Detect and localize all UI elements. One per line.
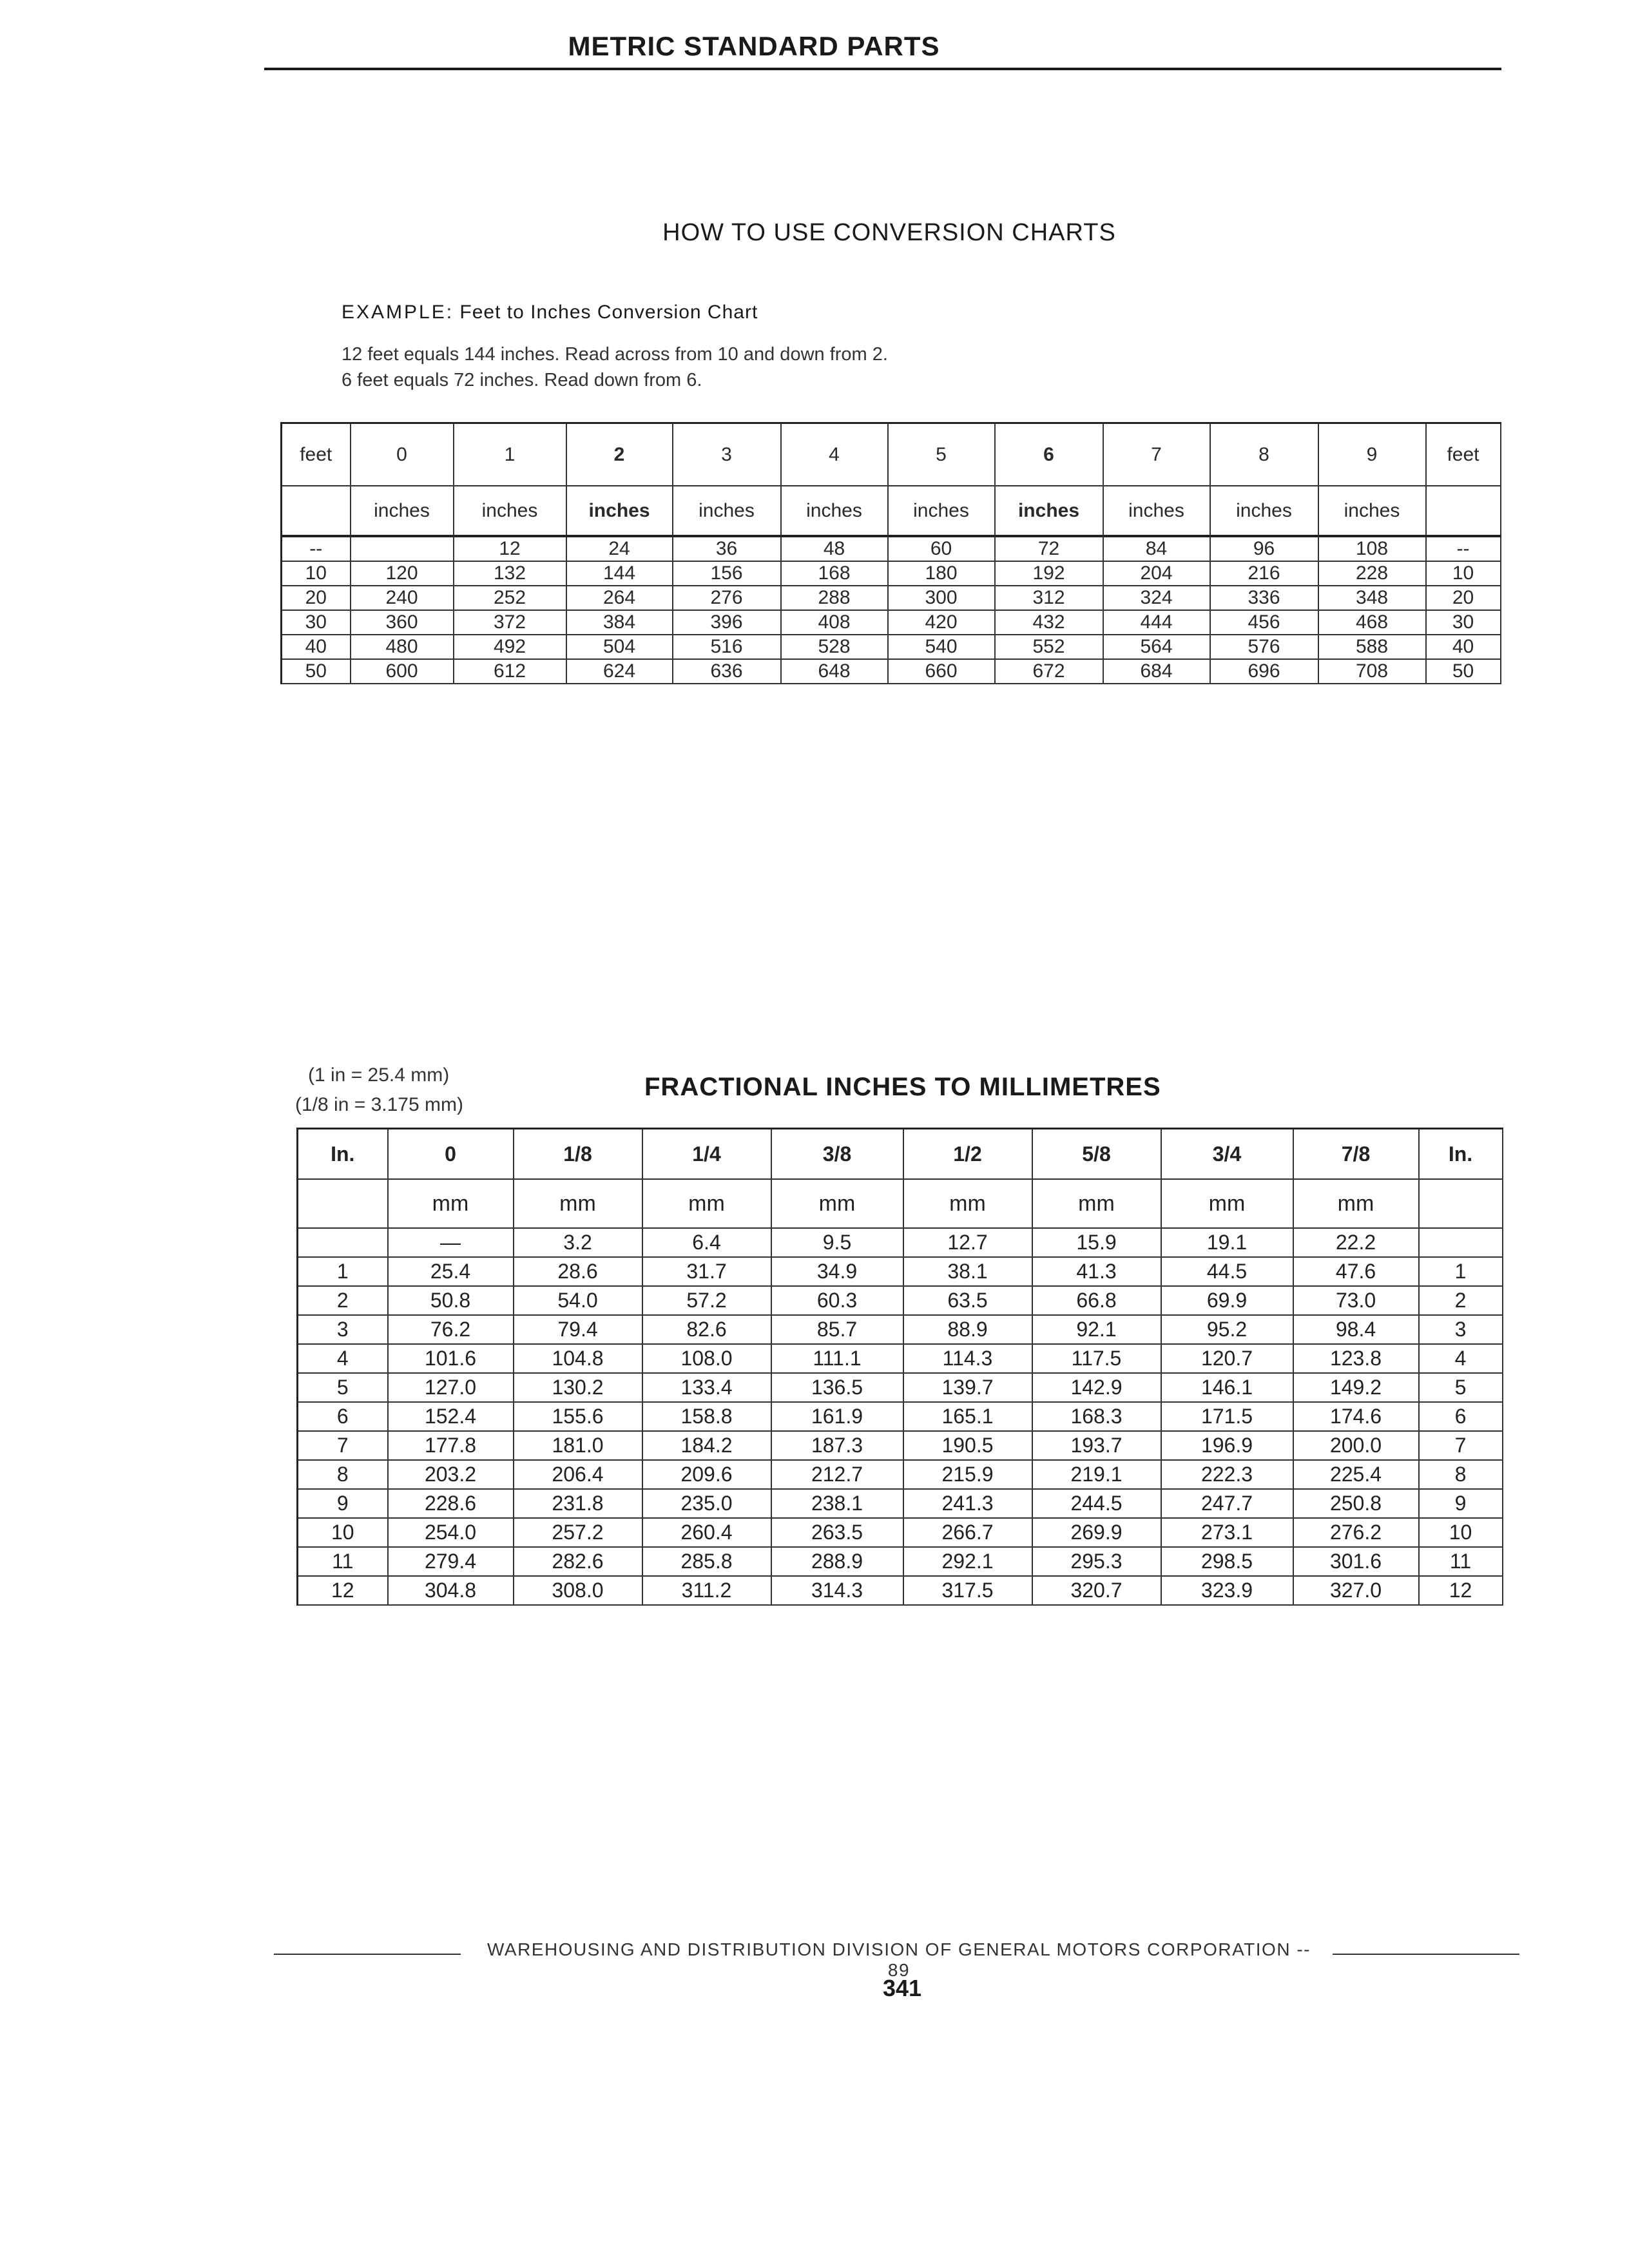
table-row (298, 1257, 1503, 1286)
table-cell: 0 (351, 423, 454, 486)
table-cell: 72 (995, 536, 1103, 561)
table-row (298, 1576, 1503, 1605)
table-cell: 288.9 (771, 1547, 903, 1576)
table-cell: 264 (566, 586, 673, 610)
table-cell: 66.8 (1032, 1286, 1161, 1315)
table-cell: 12 (1419, 1576, 1503, 1605)
table-cell: 2 (1419, 1286, 1503, 1315)
table-cell: 222.3 (1161, 1460, 1293, 1489)
table-cell: 2 (566, 423, 673, 486)
table-cell: 1/2 (903, 1129, 1032, 1180)
table-cell: 10 (1426, 561, 1501, 586)
table-cell: 136.5 (771, 1373, 903, 1402)
table-cell: 177.8 (388, 1431, 514, 1460)
table-cell: 215.9 (903, 1460, 1032, 1489)
table-cell: 11 (1419, 1547, 1503, 1576)
table-cell: 216 (1210, 561, 1318, 586)
table-cell: 15.9 (1032, 1228, 1161, 1257)
table-cell: 235.0 (642, 1489, 771, 1518)
table-cell: 420 (888, 610, 995, 635)
table-cell: 79.4 (514, 1315, 642, 1344)
table-cell: inches (888, 486, 995, 536)
table-row (282, 536, 1501, 561)
table-header-row (282, 423, 1501, 486)
table-cell: 41.3 (1032, 1257, 1161, 1286)
table-cell: 88.9 (903, 1315, 1032, 1344)
table-cell: 468 (1318, 610, 1426, 635)
table-cell: 7 (1419, 1431, 1503, 1460)
table-cell (282, 486, 351, 536)
table-cell: 12 (298, 1576, 388, 1605)
table-cell: 60.3 (771, 1286, 903, 1315)
table-cell: 252 (454, 586, 566, 610)
table-row (298, 1344, 1503, 1373)
table-cell: 266.7 (903, 1518, 1032, 1547)
conversion-note-inch: (1 in = 25.4 mm) (308, 1064, 450, 1086)
table-cell: 181.0 (514, 1431, 642, 1460)
table-cell: 247.7 (1161, 1489, 1293, 1518)
table-cell: 161.9 (771, 1402, 903, 1431)
table-cell: 165.1 (903, 1402, 1032, 1431)
table-row (298, 1373, 1503, 1402)
table-cell: 4 (1419, 1344, 1503, 1373)
table-cell: 7 (298, 1431, 388, 1460)
table-row (298, 1431, 1503, 1460)
table-cell: 3 (673, 423, 781, 486)
table-row (298, 1518, 1503, 1547)
table-cell: 1 (298, 1257, 388, 1286)
table-cell: 3.2 (514, 1228, 642, 1257)
table-cell: 1/8 (514, 1129, 642, 1180)
table-cell: 600 (351, 659, 454, 684)
table-cell: 155.6 (514, 1402, 642, 1431)
table-cell: 180 (888, 561, 995, 586)
table-cell: 54.0 (514, 1286, 642, 1315)
table-cell: 564 (1103, 635, 1210, 659)
table-cell: 192 (995, 561, 1103, 586)
table-cell: inches (673, 486, 781, 536)
table-cell: 11 (298, 1547, 388, 1576)
table-units-row (282, 486, 1501, 536)
table-cell (1419, 1179, 1503, 1228)
table-cell: mm (514, 1179, 642, 1228)
table-cell: mm (388, 1179, 514, 1228)
table-cell: 92.1 (1032, 1315, 1161, 1344)
table-cell: 260.4 (642, 1518, 771, 1547)
table-cell: 3 (1419, 1315, 1503, 1344)
table-cell: 314.3 (771, 1576, 903, 1605)
table-cell: 146.1 (1161, 1373, 1293, 1402)
table-cell: 3 (298, 1315, 388, 1344)
page-number: 341 (882, 1975, 922, 2001)
table-cell: 492 (454, 635, 566, 659)
table-cell: 336 (1210, 586, 1318, 610)
table-row (282, 659, 1501, 684)
table-cell: 254.0 (388, 1518, 514, 1547)
table-cell: 212.7 (771, 1460, 903, 1489)
table-cell (298, 1228, 388, 1257)
table-cell: 48 (781, 536, 888, 561)
table-cell: 696 (1210, 659, 1318, 684)
table-cell (351, 536, 454, 561)
table-cell: 317.5 (903, 1576, 1032, 1605)
table-cell: mm (642, 1179, 771, 1228)
table-cell: 552 (995, 635, 1103, 659)
table-cell: 20 (282, 586, 351, 610)
table-cell: 6.4 (642, 1228, 771, 1257)
table-cell: 95.2 (1161, 1315, 1293, 1344)
table-row (298, 1489, 1503, 1518)
table-units-row (298, 1179, 1503, 1228)
table-cell: 444 (1103, 610, 1210, 635)
table-cell: 323.9 (1161, 1576, 1293, 1605)
table-cell: -- (1426, 536, 1501, 561)
table-cell: 120 (351, 561, 454, 586)
table-cell: 624 (566, 659, 673, 684)
table-cell: 219.1 (1032, 1460, 1161, 1489)
table-cell: 174.6 (1293, 1402, 1419, 1431)
footer-rule-right (1333, 1954, 1519, 1955)
table-cell: In. (1419, 1129, 1503, 1180)
table-row (282, 610, 1501, 635)
table-cell: 5 (1419, 1373, 1503, 1402)
table-cell: 9 (1419, 1489, 1503, 1518)
table-cell: 5/8 (1032, 1129, 1161, 1180)
table-cell: 327.0 (1293, 1576, 1419, 1605)
table-row (298, 1228, 1503, 1257)
table-cell: 8 (1210, 423, 1318, 486)
table-cell: 384 (566, 610, 673, 635)
table-cell: 142.9 (1032, 1373, 1161, 1402)
table-cell: 3/8 (771, 1129, 903, 1180)
table-cell: inches (995, 486, 1103, 536)
table-cell: 4 (781, 423, 888, 486)
table-cell: 8 (1419, 1460, 1503, 1489)
table-cell: 311.2 (642, 1576, 771, 1605)
table-cell: 6 (298, 1402, 388, 1431)
table-cell: inches (1103, 486, 1210, 536)
table-cell: 196.9 (1161, 1431, 1293, 1460)
table-cell: 540 (888, 635, 995, 659)
table-cell: 348 (1318, 586, 1426, 610)
table-cell: 432 (995, 610, 1103, 635)
table-cell: 588 (1318, 635, 1426, 659)
table-cell: 73.0 (1293, 1286, 1419, 1315)
table-cell: 12.7 (903, 1228, 1032, 1257)
table-cell: 168 (781, 561, 888, 586)
table-cell: 1 (454, 423, 566, 486)
table-cell: 8 (298, 1460, 388, 1489)
table-row (298, 1286, 1503, 1315)
feet-to-inches-table (280, 422, 1501, 684)
table-cell: 22.2 (1293, 1228, 1419, 1257)
table-cell: 288 (781, 586, 888, 610)
header-divider (264, 68, 1501, 70)
table-cell: In. (298, 1129, 388, 1180)
table-cell: 10 (298, 1518, 388, 1547)
table-cell: 1 (1419, 1257, 1503, 1286)
table-cell: 31.7 (642, 1257, 771, 1286)
table-cell: 204 (1103, 561, 1210, 586)
table-cell: 292.1 (903, 1547, 1032, 1576)
table-cell: 244.5 (1032, 1489, 1161, 1518)
table-cell: 276.2 (1293, 1518, 1419, 1547)
table-cell: 241.3 (903, 1489, 1032, 1518)
table-cell: 228 (1318, 561, 1426, 586)
example-label: EXAMPLE: (342, 302, 454, 323)
table-cell: 69.9 (1161, 1286, 1293, 1315)
table-cell: 120.7 (1161, 1344, 1293, 1373)
table-cell: 50.8 (388, 1286, 514, 1315)
table-cell: 612 (454, 659, 566, 684)
table-cell: mm (1032, 1179, 1161, 1228)
table-cell: 1/4 (642, 1129, 771, 1180)
table-cell: 7/8 (1293, 1129, 1419, 1180)
table-cell: 101.6 (388, 1344, 514, 1373)
table-cell: 3/4 (1161, 1129, 1293, 1180)
table-cell: 209.6 (642, 1460, 771, 1489)
table-cell: 24 (566, 536, 673, 561)
table-cell: 85.7 (771, 1315, 903, 1344)
table-cell: 5 (888, 423, 995, 486)
table-cell: 708 (1318, 659, 1426, 684)
table-cell: 9 (298, 1489, 388, 1518)
table-row (298, 1402, 1503, 1431)
table-cell: mm (903, 1179, 1032, 1228)
table-cell: 282.6 (514, 1547, 642, 1576)
table-cell: 108.0 (642, 1344, 771, 1373)
table-cell: mm (1161, 1179, 1293, 1228)
table-cell: 250.8 (1293, 1489, 1419, 1518)
table-cell: 2 (298, 1286, 388, 1315)
table-cell: 133.4 (642, 1373, 771, 1402)
table-cell: 132 (454, 561, 566, 586)
table-cell: 269.9 (1032, 1518, 1161, 1547)
table-cell: 47.6 (1293, 1257, 1419, 1286)
section-title-fractional: FRACTIONAL INCHES TO MILLIMETRES (644, 1073, 1161, 1101)
table-cell: 36 (673, 536, 781, 561)
table-cell: 30 (282, 610, 351, 635)
table-cell: 130.2 (514, 1373, 642, 1402)
table-cell: 9.5 (771, 1228, 903, 1257)
table-row (282, 561, 1501, 586)
table-cell: 84 (1103, 536, 1210, 561)
table-row (282, 635, 1501, 659)
table-cell: 360 (351, 610, 454, 635)
table-cell: 285.8 (642, 1547, 771, 1576)
table-cell: 304.8 (388, 1576, 514, 1605)
table-cell: 168.3 (1032, 1402, 1161, 1431)
table-cell: 63.5 (903, 1286, 1032, 1315)
table-cell: 231.8 (514, 1489, 642, 1518)
table-row (298, 1315, 1503, 1344)
example-text: Feet to Inches Conversion Chart (459, 302, 758, 323)
table-cell: 456 (1210, 610, 1318, 635)
table-cell: 158.8 (642, 1402, 771, 1431)
table-cell: 156 (673, 561, 781, 586)
table-cell: 40 (1426, 635, 1501, 659)
page-header-title: METRIC STANDARD PARTS (568, 31, 940, 61)
table-cell: 38.1 (903, 1257, 1032, 1286)
fractional-inches-table (296, 1128, 1503, 1606)
footer-rule-left (274, 1954, 461, 1955)
table-cell: 111.1 (771, 1344, 903, 1373)
table-cell: feet (1426, 423, 1501, 486)
table-cell (1426, 486, 1501, 536)
table-cell: 308.0 (514, 1576, 642, 1605)
table-row (298, 1460, 1503, 1489)
table-cell: 98.4 (1293, 1315, 1419, 1344)
table-cell: 396 (673, 610, 781, 635)
table-cell: 117.5 (1032, 1344, 1161, 1373)
table-cell: feet (282, 423, 351, 486)
table-cell: 6 (1419, 1402, 1503, 1431)
table-cell: 295.3 (1032, 1547, 1161, 1576)
table-cell: 76.2 (388, 1315, 514, 1344)
table-cell: 184.2 (642, 1431, 771, 1460)
table-cell: 60 (888, 536, 995, 561)
table-cell: 672 (995, 659, 1103, 684)
table-cell: 44.5 (1161, 1257, 1293, 1286)
table-cell: 127.0 (388, 1373, 514, 1402)
table-cell: 0 (388, 1129, 514, 1180)
table-cell: 10 (1419, 1518, 1503, 1547)
table-cell: 193.7 (1032, 1431, 1161, 1460)
table-cell: 206.4 (514, 1460, 642, 1489)
table-cell: 238.1 (771, 1489, 903, 1518)
table-cell: 312 (995, 586, 1103, 610)
table-cell: 50 (1426, 659, 1501, 684)
table-cell: -- (282, 536, 351, 561)
table-cell: inches (1210, 486, 1318, 536)
table-cell: 4 (298, 1344, 388, 1373)
table-cell: 149.2 (1293, 1373, 1419, 1402)
table-cell: 684 (1103, 659, 1210, 684)
footer-text: WAREHOUSING AND DISTRIBUTION DIVISION OF GENERAL MOTORS CORPORATION -- 89 (487, 1939, 1311, 1980)
table-cell: inches (1318, 486, 1426, 536)
table-cell: 300 (888, 586, 995, 610)
table-cell: 480 (351, 635, 454, 659)
table-cell: mm (1293, 1179, 1419, 1228)
table-cell: 12 (454, 536, 566, 561)
table-cell: 34.9 (771, 1257, 903, 1286)
table-cell: 28.6 (514, 1257, 642, 1286)
table-cell: 576 (1210, 635, 1318, 659)
table-cell: 108 (1318, 536, 1426, 561)
table-cell: 257.2 (514, 1518, 642, 1547)
table-cell: 10 (282, 561, 351, 586)
table-cell: inches (566, 486, 673, 536)
table-cell: 30 (1426, 610, 1501, 635)
table-cell: 9 (1318, 423, 1426, 486)
table-cell: 516 (673, 635, 781, 659)
table-cell: 276 (673, 586, 781, 610)
table-cell: inches (454, 486, 566, 536)
table-cell: 372 (454, 610, 566, 635)
table-cell: 200.0 (1293, 1431, 1419, 1460)
table-cell: 228.6 (388, 1489, 514, 1518)
example-line (342, 302, 758, 323)
table-row (298, 1547, 1503, 1576)
section-title-howto: HOW TO USE CONVERSION CHARTS (662, 219, 1116, 246)
table-header-row (298, 1129, 1503, 1180)
table-cell: 152.4 (388, 1402, 514, 1431)
table-cell: 504 (566, 635, 673, 659)
table-cell: 25.4 (388, 1257, 514, 1286)
table-cell: 320.7 (1032, 1576, 1161, 1605)
table-cell: 139.7 (903, 1373, 1032, 1402)
table-cell: 7 (1103, 423, 1210, 486)
table-cell: 19.1 (1161, 1228, 1293, 1257)
table-cell: 104.8 (514, 1344, 642, 1373)
table-cell: 144 (566, 561, 673, 586)
table-cell: 6 (995, 423, 1103, 486)
table-cell: 190.5 (903, 1431, 1032, 1460)
table-cell: 171.5 (1161, 1402, 1293, 1431)
table-cell: 50 (282, 659, 351, 684)
table-row (282, 586, 1501, 610)
table-cell: 528 (781, 635, 888, 659)
table-cell: 324 (1103, 586, 1210, 610)
table-cell: 301.6 (1293, 1547, 1419, 1576)
table-cell: 636 (673, 659, 781, 684)
table-cell: 225.4 (1293, 1460, 1419, 1489)
table-cell: 648 (781, 659, 888, 684)
table-cell: mm (771, 1179, 903, 1228)
conversion-note-eighth: (1/8 in = 3.175 mm) (295, 1094, 463, 1115)
table-cell: 263.5 (771, 1518, 903, 1547)
table-cell: 279.4 (388, 1547, 514, 1576)
table-cell: 96 (1210, 536, 1318, 561)
table-cell: 240 (351, 586, 454, 610)
table-cell: 5 (298, 1373, 388, 1402)
table-cell: 114.3 (903, 1344, 1032, 1373)
table-cell: 203.2 (388, 1460, 514, 1489)
table-cell: 408 (781, 610, 888, 635)
table-cell: — (388, 1228, 514, 1257)
table-cell: 82.6 (642, 1315, 771, 1344)
instruction-line-2: 6 feet equals 72 inches. Read down from 6. (342, 370, 702, 390)
instruction-line-1: 12 feet equals 144 inches. Read across from 10 and down from 2. (342, 344, 888, 365)
table-cell: 40 (282, 635, 351, 659)
table-cell: 20 (1426, 586, 1501, 610)
table-cell: inches (781, 486, 888, 536)
table-cell: 273.1 (1161, 1518, 1293, 1547)
table-cell: 187.3 (771, 1431, 903, 1460)
table-cell: 123.8 (1293, 1344, 1419, 1373)
table-cell (298, 1179, 388, 1228)
table-cell (1419, 1228, 1503, 1257)
table-cell: inches (351, 486, 454, 536)
table-cell: 57.2 (642, 1286, 771, 1315)
table-cell: 298.5 (1161, 1547, 1293, 1576)
table-cell: 660 (888, 659, 995, 684)
